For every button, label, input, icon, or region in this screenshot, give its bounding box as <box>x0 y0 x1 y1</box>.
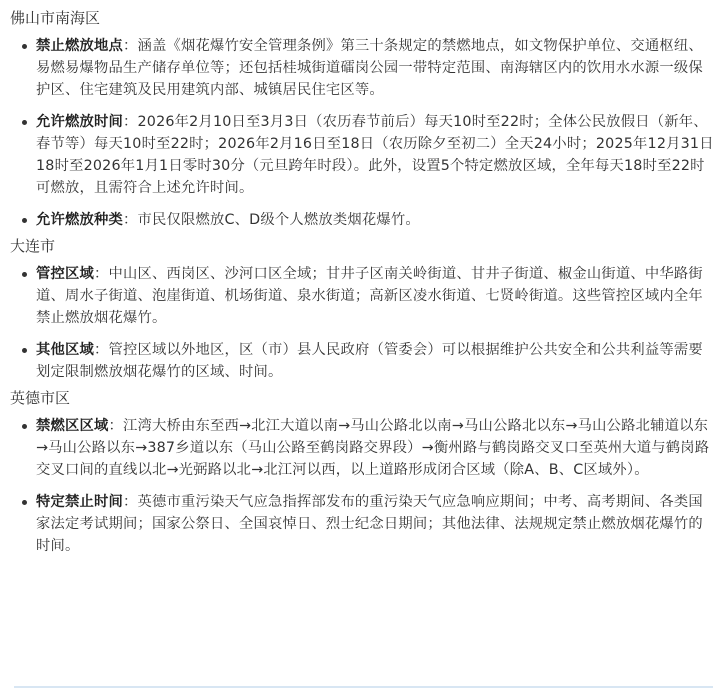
item-text: 管控区域以外地区，区（市）县人民政府（管委会）可以根据维护公共安全和公共利益等需要划定限制燃放烟花爆竹的区域、时间。 <box>36 342 703 380</box>
item-separator: ： <box>94 266 109 282</box>
section-title-dalian: 大连市 <box>10 237 56 255</box>
dalian-list <box>10 263 716 383</box>
item-text: 涵盖《烟花爆竹安全管理条例》第三十条规定的禁燃地点，如文物保护单位、交通枢纽、易燃易爆物品生产储存单位等；还包括桂城街道礌岗公园一带特定范围、南海辖区内的饮用水水源一级保护区、住宅建筑及民用建筑内部、城镇居民住宅区等。 <box>36 38 703 98</box>
list-item <box>10 491 716 557</box>
list-item <box>10 209 716 231</box>
item-separator: ： <box>122 494 138 510</box>
bullet-icon <box>22 120 27 125</box>
item-term: 管控区域 <box>36 266 94 282</box>
bullet-icon <box>22 272 27 277</box>
item-separator: ： <box>122 212 138 228</box>
item-text: 江湾大桥由东至西→北江大道以南→马山公路北以南→马山公路北以东→马山公路北辅道以东→马山公路以东→387乡道以东（马山公路至鹤岗路交界段）→衡州路与鹤岗路交叉口至英州大道与鹤岗路交叉口间的直线以北→光弼路以北→北江河以西，以上道路形成闭合区域（除A、B、C区域外）。 <box>36 418 710 478</box>
item-text: 2026年2月10日至3月3日（农历春节前后）每天10时至22时；全体公民放假日（新年、春节等）每天10时至22时；2026年2月16日至18日（农历除夕至初二）全天24小时；2025年12月31日18时至2026年1月1日零时30分（元旦跨年时段）。此外，设置5个特定燃放区域，全年每天18时至22时可燃放，且需符合上述允许时间。 <box>36 114 714 196</box>
list-item <box>10 35 716 101</box>
item-term: 禁止燃放地点 <box>36 38 123 54</box>
bullet-icon <box>22 44 27 49</box>
section-title-yingde: 英德市区 <box>10 389 71 407</box>
item-separator: ： <box>122 114 138 130</box>
bullet-icon <box>22 218 27 223</box>
item-term: 其他区域 <box>36 342 94 358</box>
item-term: 禁燃区区域 <box>36 418 109 434</box>
article-body <box>10 0 716 567</box>
item-separator: ： <box>94 342 109 358</box>
item-text: 英德市重污染天气应急指挥部发布的重污染天气应急响应期间；中考、高考期间、各类国家法定考试期间；国家公祭日、全国哀悼日、烈士纪念日期间；其他法律、法规规定禁止燃放烟花爆竹的时间。 <box>36 494 703 554</box>
item-term: 特定禁止时间 <box>36 494 123 510</box>
bullet-icon <box>22 348 27 353</box>
item-term: 允许燃放时间 <box>36 114 123 130</box>
item-separator: ： <box>122 38 138 54</box>
list-item <box>10 111 716 199</box>
nanhai-list <box>10 35 716 231</box>
bullet-icon <box>22 424 27 429</box>
item-term: 允许燃放种类 <box>36 212 123 228</box>
list-item <box>10 339 716 383</box>
list-item <box>10 415 716 481</box>
bullet-icon <box>22 500 27 505</box>
section-title-nanhai: 佛山市南海区 <box>10 9 101 27</box>
yingde-list <box>10 415 716 557</box>
item-text: 中山区、西岗区、沙河口区全域；甘井子区南关岭街道、甘井子街道、椒金山街道、中华路街道、周水子街道、泡崖街道、机场街道、泉水街道；高新区凌水街道、七贤岭街道。这些管控区域内全年禁止燃放烟花爆竹。 <box>36 266 703 326</box>
list-item <box>10 263 716 329</box>
item-separator: ： <box>108 418 123 434</box>
item-text: 市民仅限燃放C、D级个人燃放类烟花爆竹。 <box>137 212 420 228</box>
